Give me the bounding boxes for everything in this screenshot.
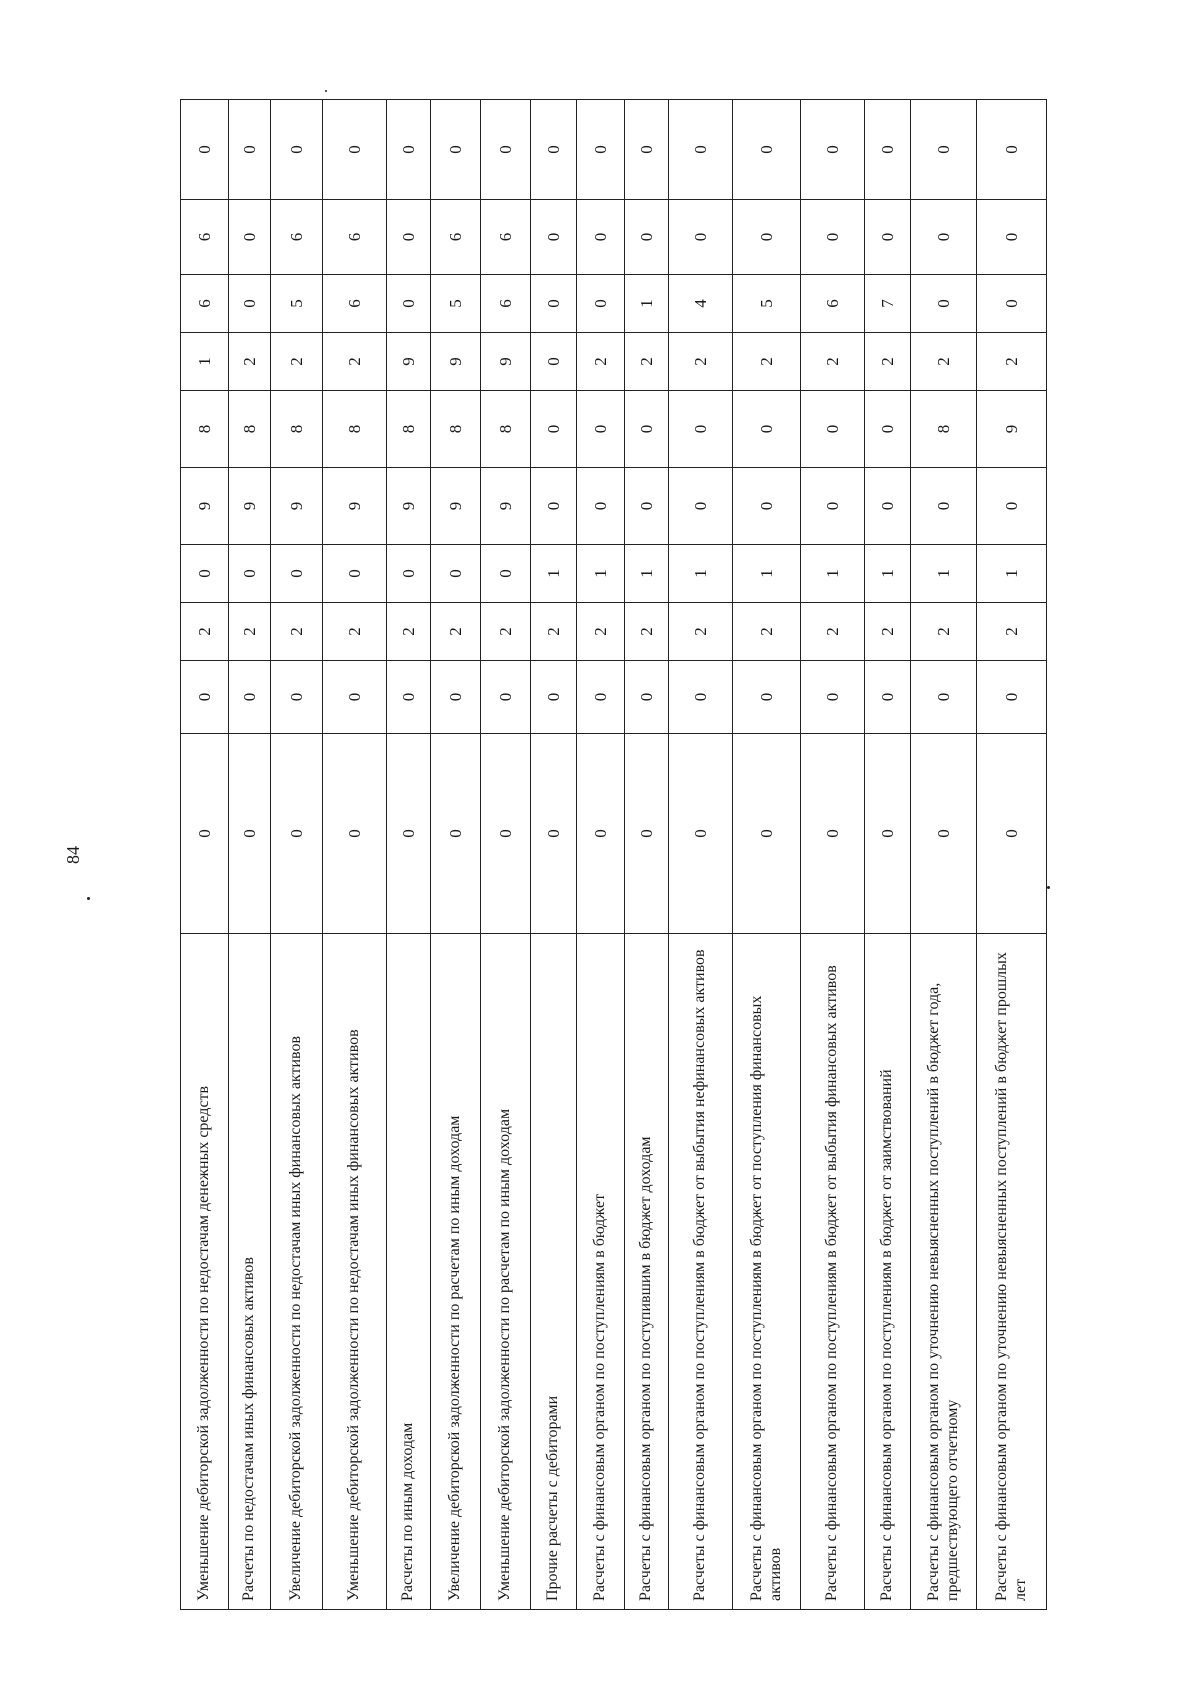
- table-body: [181, 100, 1047, 1610]
- code-digit-cell: 0: [911, 468, 977, 545]
- code-digit-cell: 1: [577, 545, 625, 603]
- code-digit-cell: 1: [733, 545, 801, 603]
- code-digit-cell: 9: [481, 468, 531, 545]
- code-digit-cell: 0: [801, 100, 865, 200]
- code-digit-cell: 2: [977, 333, 1047, 391]
- account-name-cell: Увеличение дебиторской задолженности по недостачам иных финансовых активов: [271, 934, 323, 1610]
- code-digit-cell: 2: [865, 333, 911, 391]
- code-digit-cell: 9: [387, 468, 431, 545]
- code-digit-cell: 2: [669, 333, 733, 391]
- code-digit-cell: 0: [181, 661, 229, 734]
- code-digit-cell: 0: [669, 200, 733, 275]
- code-digit-cell: 6: [481, 200, 531, 275]
- code-digit-cell: 0: [531, 200, 577, 275]
- code-digit-cell: 2: [911, 603, 977, 661]
- code-digit-cell: 0: [271, 734, 323, 934]
- code-digit-cell: 0: [669, 661, 733, 734]
- table-row: [669, 100, 733, 1610]
- code-digit-cell: 0: [625, 661, 669, 734]
- code-digit-cell: 0: [669, 391, 733, 468]
- code-digit-cell: 2: [625, 333, 669, 391]
- code-digit-cell: 7: [865, 275, 911, 333]
- code-digit-cell: 2: [271, 603, 323, 661]
- code-digit-cell: 8: [911, 391, 977, 468]
- code-digit-cell: 2: [977, 603, 1047, 661]
- code-digit-cell: 0: [531, 734, 577, 934]
- code-digit-cell: 0: [271, 100, 323, 200]
- code-digit-cell: 0: [181, 545, 229, 603]
- account-name-cell: Уменьшение дебиторской задолженности по недостачам денежных средств: [181, 934, 229, 1610]
- scan-speck: [1047, 886, 1050, 889]
- code-digit-cell: 0: [531, 333, 577, 391]
- code-digit-cell: 0: [481, 734, 531, 934]
- code-digit-cell: 0: [323, 661, 387, 734]
- rotated-table-wrapper: [180, 100, 1029, 1610]
- code-digit-cell: 1: [531, 545, 577, 603]
- code-digit-cell: 0: [577, 200, 625, 275]
- code-digit-cell: 0: [669, 468, 733, 545]
- code-digit-cell: 9: [977, 391, 1047, 468]
- code-digit-cell: 2: [229, 603, 271, 661]
- account-name-cell: Прочие расчеты с дебиторами: [531, 934, 577, 1610]
- code-digit-cell: 2: [733, 603, 801, 661]
- code-digit-cell: 0: [387, 661, 431, 734]
- code-digit-cell: 0: [977, 661, 1047, 734]
- code-digit-cell: 4: [669, 275, 733, 333]
- code-digit-cell: 0: [431, 734, 481, 934]
- code-digit-cell: 0: [431, 661, 481, 734]
- code-digit-cell: 9: [387, 333, 431, 391]
- code-digit-cell: 0: [481, 545, 531, 603]
- code-digit-cell: 0: [733, 661, 801, 734]
- code-digit-cell: 2: [801, 333, 865, 391]
- code-digit-cell: 9: [181, 468, 229, 545]
- code-digit-cell: 2: [181, 603, 229, 661]
- page-number: 84: [63, 846, 83, 864]
- table-row: [733, 100, 801, 1610]
- table-row: [977, 100, 1047, 1610]
- code-digit-cell: 2: [481, 603, 531, 661]
- account-name-cell: Расчеты с финансовым органом по уточнению невыясненных поступлений в бюджет года, предшествующего отчетному: [911, 934, 977, 1610]
- account-name-cell: Уменьшение дебиторской задолженности по недостачам иных финансовых активов: [323, 934, 387, 1610]
- code-digit-cell: 0: [669, 734, 733, 934]
- code-digit-cell: 2: [387, 603, 431, 661]
- code-digit-cell: 0: [323, 545, 387, 603]
- code-digit-cell: 0: [625, 734, 669, 934]
- code-digit-cell: 0: [865, 468, 911, 545]
- code-digit-cell: 0: [577, 468, 625, 545]
- code-digit-cell: 0: [387, 100, 431, 200]
- table-row: [801, 100, 865, 1610]
- code-digit-cell: 0: [577, 100, 625, 200]
- account-name-cell: Увеличение дебиторской задолженности по расчетам по иным доходам: [431, 934, 481, 1610]
- code-digit-cell: 0: [229, 734, 271, 934]
- code-digit-cell: 0: [625, 468, 669, 545]
- code-digit-cell: 2: [431, 603, 481, 661]
- code-digit-cell: 0: [229, 200, 271, 275]
- code-digit-cell: 0: [481, 100, 531, 200]
- code-digit-cell: 0: [625, 391, 669, 468]
- code-digit-cell: 2: [577, 333, 625, 391]
- code-digit-cell: 1: [625, 545, 669, 603]
- code-digit-cell: 2: [323, 333, 387, 391]
- code-digit-cell: 0: [865, 391, 911, 468]
- code-digit-cell: 2: [531, 603, 577, 661]
- code-digit-cell: 0: [577, 734, 625, 934]
- code-digit-cell: 0: [669, 100, 733, 200]
- code-digit-cell: 6: [481, 275, 531, 333]
- code-digit-cell: 0: [733, 468, 801, 545]
- code-digit-cell: 0: [977, 734, 1047, 934]
- code-digit-cell: 8: [181, 391, 229, 468]
- code-digit-cell: 6: [181, 200, 229, 275]
- code-digit-cell: 0: [323, 100, 387, 200]
- code-digit-cell: 0: [801, 661, 865, 734]
- code-digit-cell: 0: [387, 200, 431, 275]
- account-name-cell: Расчеты по недостачам иных финансовых активов: [229, 934, 271, 1610]
- code-digit-cell: 2: [733, 333, 801, 391]
- code-digit-cell: 0: [865, 661, 911, 734]
- code-digit-cell: 0: [977, 275, 1047, 333]
- code-digit-cell: 1: [625, 275, 669, 333]
- code-digit-cell: 1: [977, 545, 1047, 603]
- code-digit-cell: 0: [387, 545, 431, 603]
- account-name-cell: Расчеты с финансовым органом по уточнению невыясненных поступлений в бюджет прошлых лет: [977, 934, 1047, 1610]
- code-digit-cell: 0: [181, 100, 229, 200]
- code-digit-cell: 0: [625, 100, 669, 200]
- code-digit-cell: 8: [229, 391, 271, 468]
- code-digit-cell: 0: [481, 661, 531, 734]
- code-digit-cell: 0: [531, 468, 577, 545]
- code-digit-cell: 6: [323, 275, 387, 333]
- code-digit-cell: 0: [977, 200, 1047, 275]
- table-row: [481, 100, 531, 1610]
- code-digit-cell: 0: [229, 661, 271, 734]
- code-digit-cell: 1: [669, 545, 733, 603]
- code-digit-cell: 0: [431, 545, 481, 603]
- code-digit-cell: 9: [229, 468, 271, 545]
- code-digit-cell: 0: [271, 661, 323, 734]
- code-digit-cell: 2: [625, 603, 669, 661]
- code-digit-cell: 0: [911, 661, 977, 734]
- code-digit-cell: 6: [181, 275, 229, 333]
- code-digit-cell: 9: [481, 333, 531, 391]
- code-digit-cell: 0: [911, 100, 977, 200]
- code-digit-cell: 5: [431, 275, 481, 333]
- code-digit-cell: 2: [323, 603, 387, 661]
- code-digit-cell: 0: [387, 275, 431, 333]
- scan-speck: [325, 90, 327, 92]
- code-digit-cell: 0: [271, 545, 323, 603]
- code-digit-cell: 0: [387, 734, 431, 934]
- code-digit-cell: 0: [801, 468, 865, 545]
- code-digit-cell: 2: [865, 603, 911, 661]
- code-digit-cell: 0: [911, 734, 977, 934]
- table-row: [625, 100, 669, 1610]
- scan-speck: [87, 897, 90, 900]
- code-digit-cell: 6: [801, 275, 865, 333]
- code-digit-cell: 6: [323, 200, 387, 275]
- code-digit-cell: 8: [481, 391, 531, 468]
- table-row: [431, 100, 481, 1610]
- code-digit-cell: 2: [669, 603, 733, 661]
- code-digit-cell: 0: [625, 200, 669, 275]
- code-digit-cell: 1: [911, 545, 977, 603]
- account-name-cell: Расчеты по иным доходам: [387, 934, 431, 1610]
- account-name-cell: Уменьшение дебиторской задолженности по расчетам по иным доходам: [481, 934, 531, 1610]
- code-digit-cell: 2: [271, 333, 323, 391]
- code-digit-cell: 0: [801, 391, 865, 468]
- code-digit-cell: 0: [323, 734, 387, 934]
- account-name-cell: Расчеты с финансовым органом по поступившим в бюджет доходам: [625, 934, 669, 1610]
- account-name-cell: Расчеты с финансовым органом по поступлениям в бюджет от выбытия нефинансовых активов: [669, 934, 733, 1610]
- account-name-cell: Расчеты с финансовым органом по поступлениям в бюджет: [577, 934, 625, 1610]
- code-digit-cell: 0: [977, 100, 1047, 200]
- code-digit-cell: 1: [181, 333, 229, 391]
- code-digit-cell: 9: [271, 468, 323, 545]
- table-row: [865, 100, 911, 1610]
- code-digit-cell: 0: [865, 200, 911, 275]
- code-digit-cell: 5: [733, 275, 801, 333]
- code-digit-cell: 0: [229, 100, 271, 200]
- table-row: [181, 100, 229, 1610]
- table-row: [387, 100, 431, 1610]
- code-digit-cell: 0: [733, 100, 801, 200]
- code-digit-cell: 0: [911, 200, 977, 275]
- code-digit-cell: 1: [801, 545, 865, 603]
- code-digit-cell: 0: [181, 734, 229, 934]
- code-digit-cell: 2: [911, 333, 977, 391]
- code-digit-cell: 0: [531, 391, 577, 468]
- table-row: [911, 100, 977, 1610]
- account-name-cell: Расчеты с финансовым органом по поступлениям в бюджет от выбытия финансовых активов: [801, 934, 865, 1610]
- account-codes-table: [180, 99, 1047, 1610]
- code-digit-cell: 0: [977, 468, 1047, 545]
- code-digit-cell: 0: [801, 734, 865, 934]
- code-digit-cell: 0: [229, 545, 271, 603]
- code-digit-cell: 0: [577, 391, 625, 468]
- account-name-cell: Расчеты с финансовым органом по поступлениям в бюджет от заимствований: [865, 934, 911, 1610]
- code-digit-cell: 6: [431, 200, 481, 275]
- code-digit-cell: 0: [865, 734, 911, 934]
- account-name-cell: Расчеты с финансовым органом по поступлениям в бюджет от поступления финансовых активов: [733, 934, 801, 1610]
- table-row: [271, 100, 323, 1610]
- code-digit-cell: 0: [733, 200, 801, 275]
- table-row: [531, 100, 577, 1610]
- code-digit-cell: 0: [531, 100, 577, 200]
- code-digit-cell: 1: [865, 545, 911, 603]
- code-digit-cell: 8: [323, 391, 387, 468]
- table-row: [577, 100, 625, 1610]
- code-digit-cell: 0: [733, 734, 801, 934]
- code-digit-cell: 2: [229, 333, 271, 391]
- code-digit-cell: 5: [271, 275, 323, 333]
- code-digit-cell: 6: [271, 200, 323, 275]
- table-row: [229, 100, 271, 1610]
- code-digit-cell: 0: [865, 100, 911, 200]
- code-digit-cell: 0: [577, 661, 625, 734]
- code-digit-cell: 0: [531, 661, 577, 734]
- code-digit-cell: 8: [387, 391, 431, 468]
- code-digit-cell: 2: [801, 603, 865, 661]
- table-row: [323, 100, 387, 1610]
- code-digit-cell: 0: [431, 100, 481, 200]
- code-digit-cell: 0: [733, 391, 801, 468]
- code-digit-cell: 0: [577, 275, 625, 333]
- code-digit-cell: 8: [271, 391, 323, 468]
- code-digit-cell: 0: [801, 200, 865, 275]
- code-digit-cell: 0: [531, 275, 577, 333]
- code-digit-cell: 9: [431, 468, 481, 545]
- code-digit-cell: 9: [431, 333, 481, 391]
- code-digit-cell: 8: [431, 391, 481, 468]
- code-digit-cell: 0: [911, 275, 977, 333]
- code-digit-cell: 9: [323, 468, 387, 545]
- code-digit-cell: 0: [229, 275, 271, 333]
- code-digit-cell: 2: [577, 603, 625, 661]
